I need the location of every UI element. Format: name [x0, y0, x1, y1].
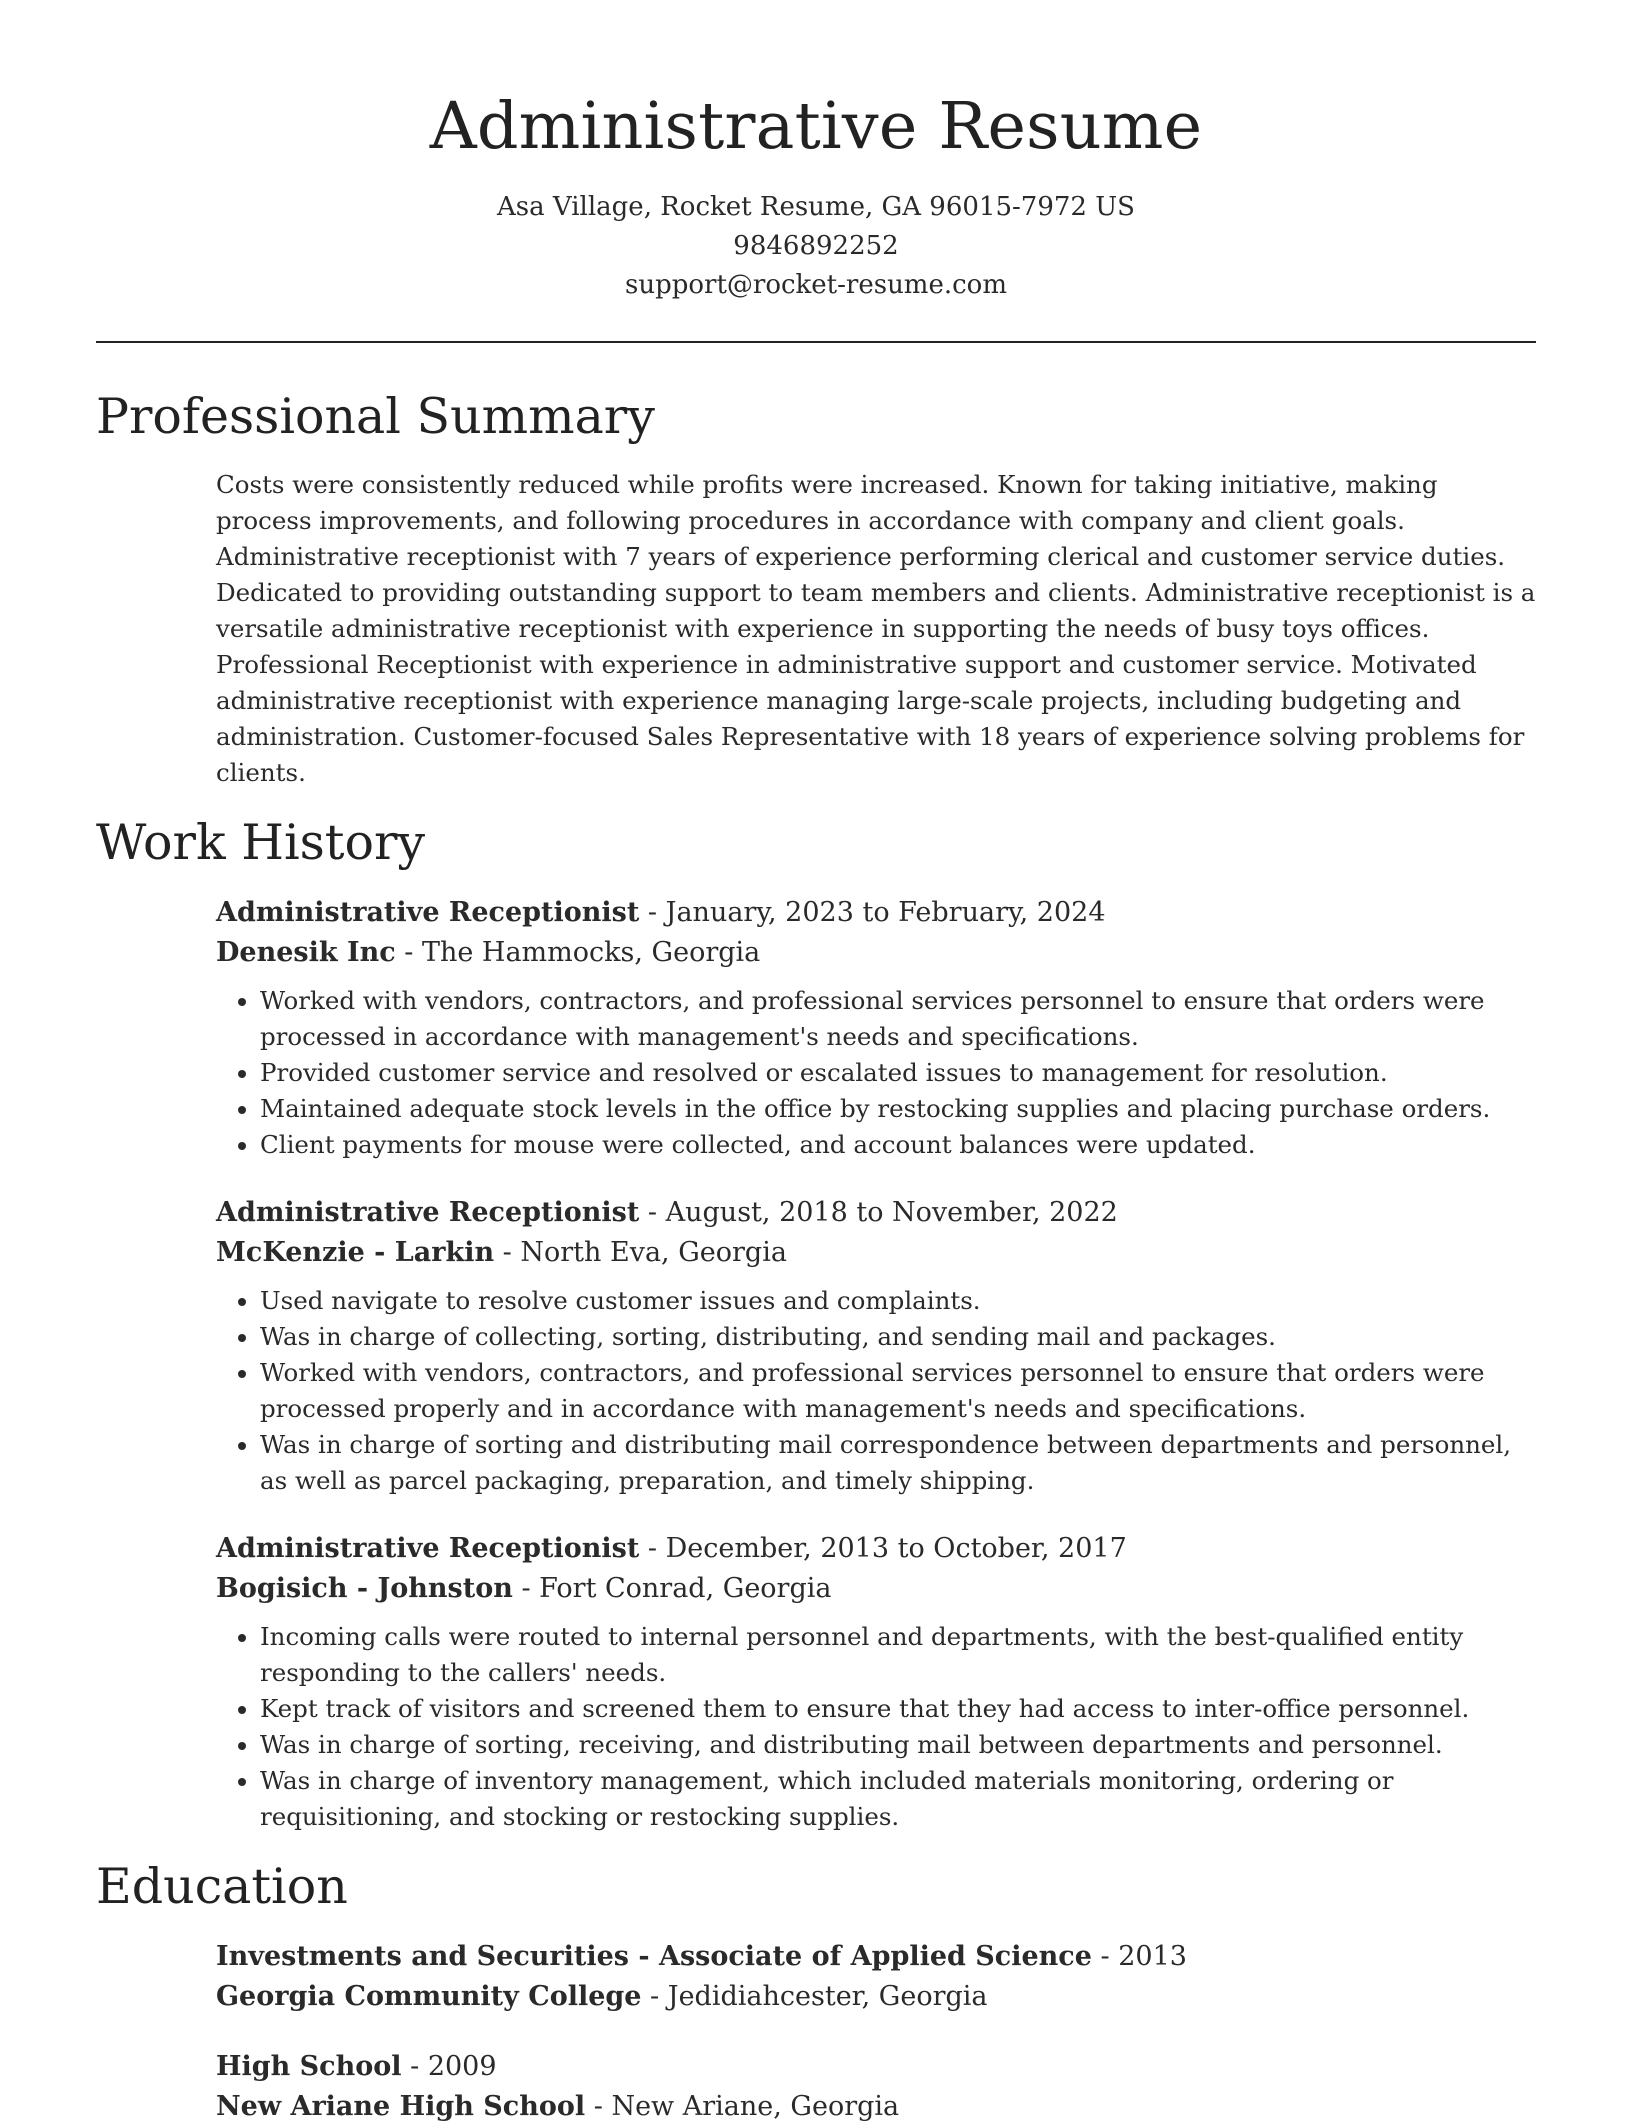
- work-history-heading: Work History: [96, 814, 426, 871]
- job-duties-list: [216, 1619, 1536, 1835]
- education-degree-line: [216, 2047, 1536, 2087]
- list-item: • Client payments for mouse were collected, and account balances were updated.: [260, 1127, 1536, 1163]
- contact-phone: 9846892252: [733, 231, 899, 261]
- job-entry: [216, 1193, 1536, 1499]
- education-section: [96, 1857, 1536, 2127]
- contact-block: [96, 188, 1536, 305]
- education-entry: [216, 1937, 1536, 2017]
- header-divider: [96, 341, 1536, 343]
- education-school: New Ariane High School: [216, 2091, 586, 2122]
- job-company: McKenzie - Larkin: [216, 1237, 495, 1268]
- education-school-line: [216, 2087, 1536, 2127]
- education-degree-line: [216, 1937, 1536, 1977]
- work-history-section: [96, 813, 1536, 1835]
- summary-section: [96, 387, 1536, 791]
- job-dates: - August, 2018 to November, 2022: [639, 1197, 1118, 1228]
- contact-email: support@rocket-resume.com: [624, 270, 1007, 300]
- list-item: • Provided customer service and resolved or escalated issues to management for resolution.: [260, 1055, 1536, 1091]
- job-location: - North Eva, Georgia: [494, 1237, 787, 1268]
- job-title-line: [216, 1193, 1536, 1233]
- education-year: - 2013: [1091, 1941, 1187, 1972]
- job-location: - Fort Conrad, Georgia: [512, 1573, 832, 1604]
- job-role: Administrative Receptionist: [216, 1533, 640, 1564]
- resume-title: Administrative Resume: [429, 89, 1203, 164]
- education-field: Investments and Securities: [216, 1941, 629, 1972]
- resume-page: [96, 0, 1536, 2127]
- job-role: Administrative Receptionist: [216, 897, 640, 928]
- list-item: • Was in charge of sorting, receiving, and distributing mail between departments and personnel.: [260, 1727, 1536, 1763]
- job-entry: [216, 1529, 1536, 1835]
- education-school: Georgia Community College: [216, 1981, 642, 2012]
- job-duties-list: [216, 1283, 1536, 1499]
- job-company: Bogisich - Johnston: [216, 1573, 513, 1604]
- job-entry: [216, 893, 1536, 1163]
- job-company-line: [216, 933, 1536, 973]
- list-item: • Maintained adequate stock levels in the office by restocking supplies and placing purchase orders.: [260, 1091, 1536, 1127]
- job-role: Administrative Receptionist: [216, 1197, 640, 1228]
- summary-text: Costs were consistently reduced while profits were increased. Known for taking initiative, making process improvements, and following procedures in accordance with company and client goals. Administrative receptionist with 7 years of experience performing clerical and customer service duties. Dedicated to providing outstanding support to team members and clients. Administrative receptionist is a versatile administrative receptionist with experience in supporting the needs of busy toys offices. Professional Receptionist with experience in administrative support and customer service. Motivated administrative receptionist with experience managing large-scale projects, including budgeting and administration. Customer-focused Sales Representative with 18 years of experience solving problems for clients.: [216, 470, 1536, 787]
- list-item: • Worked with vendors, contractors, and professional services personnel to ensure that orders were processed in accordance with management's needs and specifications.: [260, 983, 1536, 1055]
- list-item: • Kept track of visitors and screened them to ensure that they had access to inter-office personnel.: [260, 1691, 1536, 1727]
- list-item: • Was in charge of collecting, sorting, distributing, and sending mail and packages.: [260, 1319, 1536, 1355]
- list-item: • Used navigate to resolve customer issues and complaints.: [260, 1283, 1536, 1319]
- summary-heading: Professional Summary: [96, 388, 655, 445]
- job-title-line: [216, 1529, 1536, 1569]
- list-item: • Incoming calls were routed to internal personnel and departments, with the best-qualified entity responding to the callers' needs.: [260, 1619, 1536, 1691]
- list-item: • Worked with vendors, contractors, and professional services personnel to ensure that orders were processed properly and in accordance with management's needs and specifications.: [260, 1355, 1536, 1427]
- education-degree: - Associate of Applied Science: [629, 1941, 1092, 1972]
- education-year: - 2009: [401, 2051, 497, 2082]
- job-duties-list: [216, 983, 1536, 1163]
- education-location: - New Ariane, Georgia: [585, 2091, 900, 2122]
- job-dates: - January, 2023 to February, 2024: [639, 897, 1106, 928]
- list-item: • Was in charge of sorting and distributing mail correspondence between departments and personnel, as well as parcel packaging, preparation, and timely shipping.: [260, 1427, 1536, 1499]
- education-entry: [216, 2047, 1536, 2127]
- job-company-line: [216, 1569, 1536, 1609]
- list-item: • Was in charge of inventory management, which included materials monitoring, ordering or requisitioning, and stocking or restocking supplies.: [260, 1763, 1536, 1835]
- job-title-line: [216, 893, 1536, 933]
- job-dates: - December, 2013 to October, 2017: [639, 1533, 1127, 1564]
- job-location: - The Hammocks, Georgia: [395, 937, 761, 968]
- contact-address: Asa Village, Rocket Resume, GA 96015-7972 US: [497, 192, 1135, 222]
- education-location: - Jedidiahcester, Georgia: [641, 1981, 988, 2012]
- education-school-line: [216, 1977, 1536, 2017]
- education-heading: Education: [96, 1858, 348, 1915]
- job-company: Denesik Inc: [216, 937, 396, 968]
- resume-header: [96, 0, 1536, 305]
- job-company-line: [216, 1233, 1536, 1273]
- education-field: High School: [216, 2051, 402, 2082]
